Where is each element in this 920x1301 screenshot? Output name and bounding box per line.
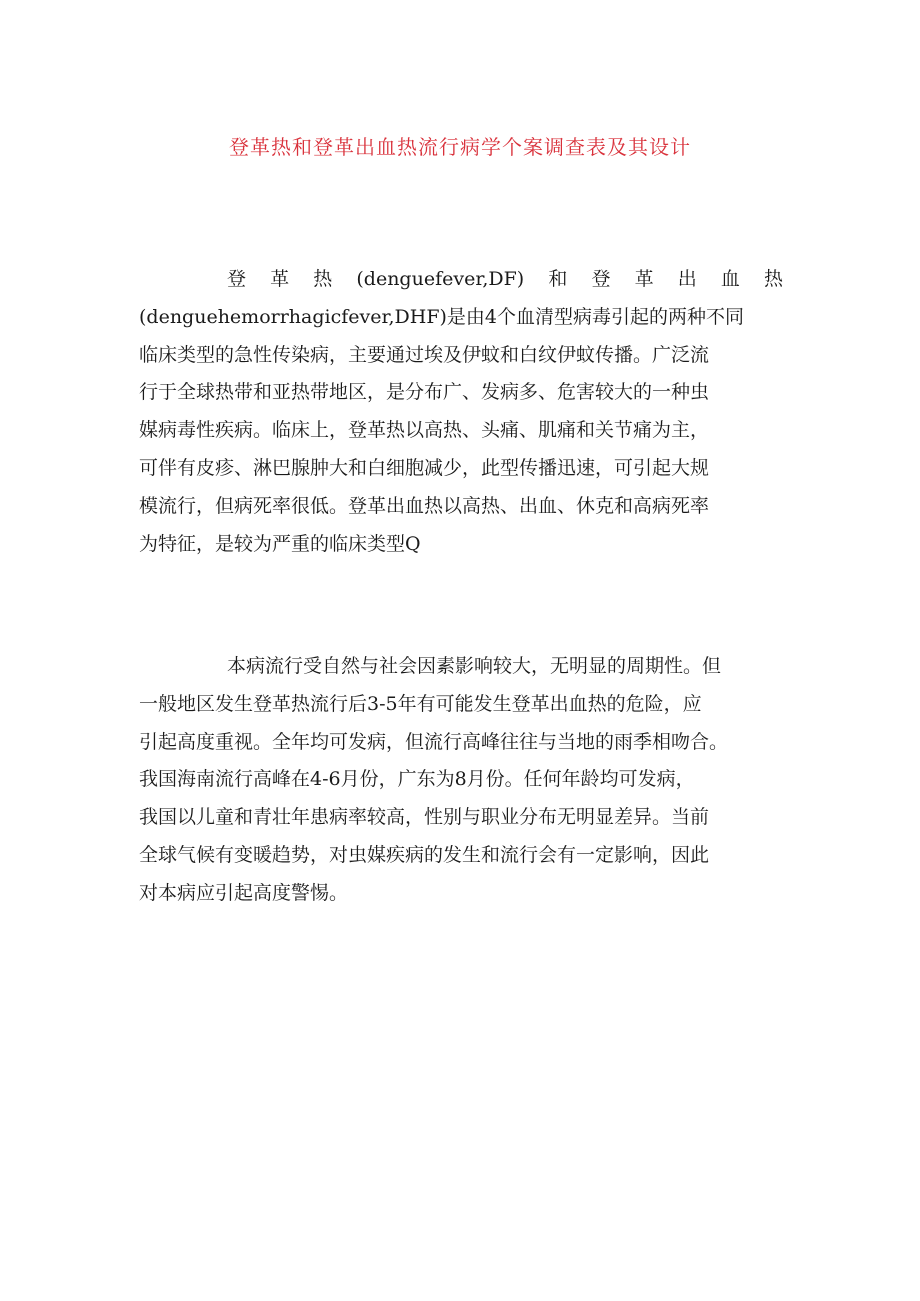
paragraph-line: 媒病毒性疾病。临床上，登革热以高热、头痛、肌痛和关节痛为主， [139,419,710,442]
paragraph-line: 模流行，但病死率很低。登革出血热以高热、出血、休克和高病死率 [139,494,710,517]
paragraph-line: (denguehemorrhagicfever,DHF)是由4个血清型病毒引起的两种不同 [139,305,745,328]
paragraph-1-first-line [139,261,783,299]
paragraph-line: 我国海南流行高峰在4-6月份，广东为8月份。任何年龄均可发病， [139,768,695,791]
first-line-token: 革 [634,268,654,290]
first-line-token: 热 [313,268,333,290]
first-line-token: 出 [677,268,697,290]
paragraph-2 [139,648,783,913]
first-line-token: 革 [270,268,290,290]
paragraph-line: 本病流行受自然与社会因素影响较大，无明显的周期性。但 [227,655,722,677]
paragraph-line: 一般地区发生登革热流行后3-5年有可能发生登革出血热的危险，应 [139,692,702,715]
first-line-token: 和 [548,268,568,290]
paragraph-line: 对本病应引起高度警惕。 [139,881,349,904]
paragraph-line: 我国以儿童和青壮年患病率较高，性别与职业分布无明显差异。当前 [139,806,710,829]
paragraph-line: 临床类型的急性传染病，主要通过埃及伊蚊和白纹伊蚊传播。广泛流 [139,343,710,366]
first-line-token: 血 [720,268,740,290]
paragraph-line: 行于全球热带和亚热带地区，是分布广、发病多、危害较大的一种虫 [139,381,710,404]
paragraph-line: 为特征，是较为严重的临床类型Q [139,532,421,555]
paragraph-line: 全球气候有变暖趋势，对虫媒疾病的发生和流行会有一定影响，因此 [139,843,710,866]
document-title: 登革热和登革出血热流行病学个案调查表及其设计 [229,135,691,159]
paragraph-line: 可伴有皮疹、淋巴腺肿大和白细胞减少，此型传播迅速，可引起大规 [139,456,710,479]
first-line-token: 登 [591,268,611,290]
paragraph-1 [139,261,783,563]
first-line-token: 热 [763,268,783,290]
first-line-token: 登 [227,268,247,290]
paragraph-line: 引起高度重视。全年均可发病，但流行高峰往往与当地的雨季相吻合。 [139,730,729,753]
first-line-token: (denguefever,DF) [356,268,525,290]
